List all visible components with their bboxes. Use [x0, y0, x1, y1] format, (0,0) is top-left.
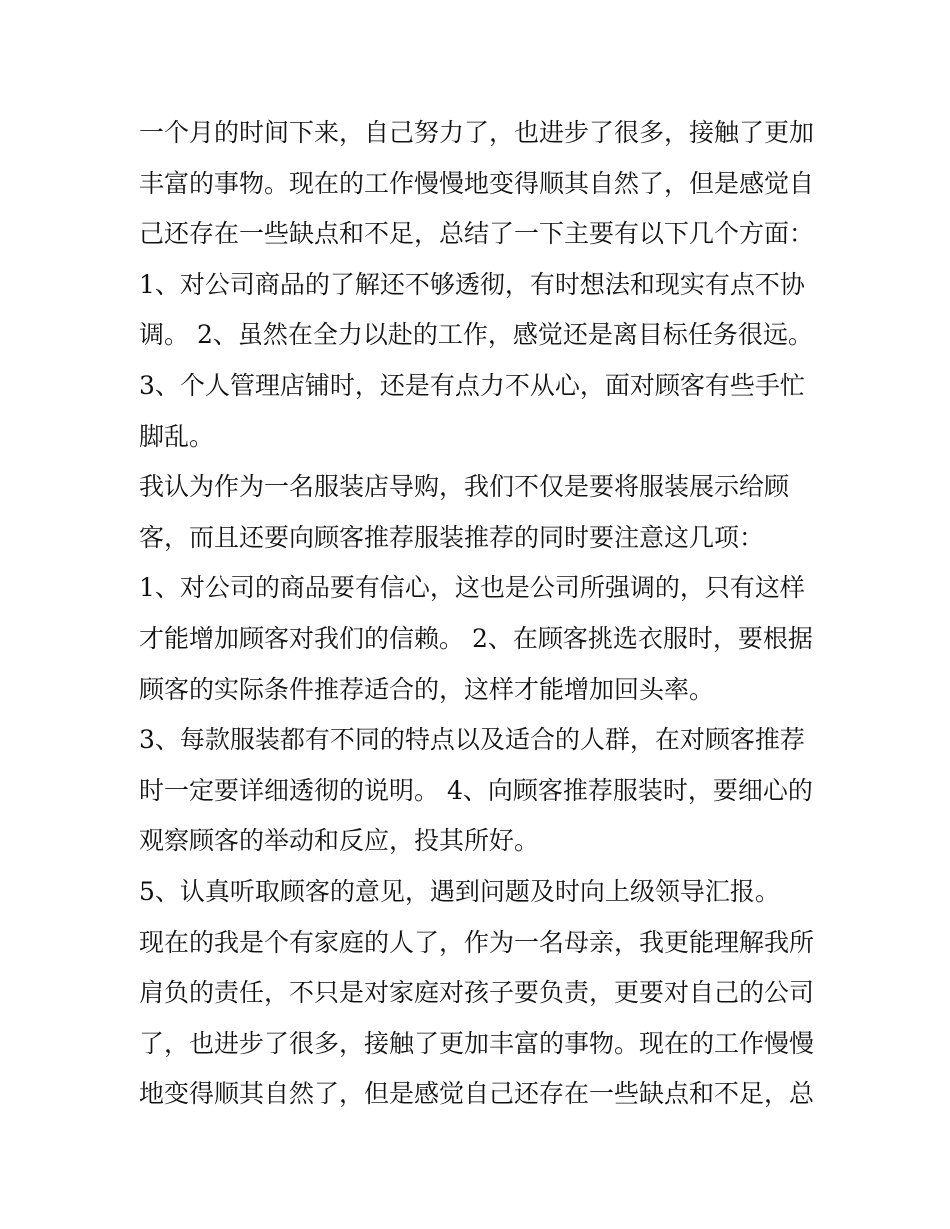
text-line: 5、认真听取顾客的意见，遇到问题及时向上级领导汇报。: [139, 876, 780, 906]
text-line: 己还存在一些缺点和不足，总结了一下主要有以下几个方面：: [139, 219, 815, 249]
text-line: 顾客的实际条件推荐适合的，这样才能增加回头率。: [139, 674, 715, 704]
text-line: 时一定要详细透彻的说明。 4、向顾客推荐服装时，要细心的: [139, 775, 813, 805]
text-line: 一个月的时间下来，自己努力了，也进步了很多，接触了更加: [139, 118, 815, 147]
text-line: 脚乱。: [139, 421, 215, 451]
text-line: 才能增加顾客对我们的信赖。 2、在顾客挑选衣服时，要根据: [139, 623, 813, 653]
text-line: 调。 2、虽然在全力以赴的工作，感觉还是离目标任务很远。: [139, 320, 813, 350]
text-line: 观察顾客的举动和反应，投其所好。: [139, 826, 540, 856]
text-line: 地变得顺其自然了，但是感觉自己还存在一些缺点和不足，总: [139, 1079, 815, 1109]
text-line: 现在的我是个有家庭的人了，作为一名母亲，我更能理解我所: [139, 927, 815, 957]
document-body: [139, 108, 829, 1120]
text-line: 1、对公司商品的了解还不够透彻，有时想法和现实有点不协: [139, 269, 805, 299]
text-line: 3、每款服装都有不同的特点以及适合的人群，在对顾客推荐: [139, 725, 805, 755]
text-line: 了，也进步了很多，接触了更加丰富的事物。现在的工作慢慢: [139, 1028, 815, 1058]
text-line: 肩负的责任，不只是对家庭对孩子要负责，更要对自己的公司: [139, 978, 815, 1008]
text-line: 1、对公司的商品要有信心，这也是公司所强调的，只有这样: [139, 573, 805, 603]
text-line: 客，而且还要向顾客推荐服装推荐的同时要注意这几项：: [139, 522, 765, 552]
text-line: 我认为作为一名服装店导购，我们不仅是要将服装展示给顾: [139, 472, 790, 502]
text-line: 3、个人管理店铺时，还是有点力不从心，面对顾客有些手忙: [139, 370, 805, 400]
text-line: 丰富的事物。现在的工作慢慢地变得顺其自然了，但是感觉自: [139, 168, 815, 198]
